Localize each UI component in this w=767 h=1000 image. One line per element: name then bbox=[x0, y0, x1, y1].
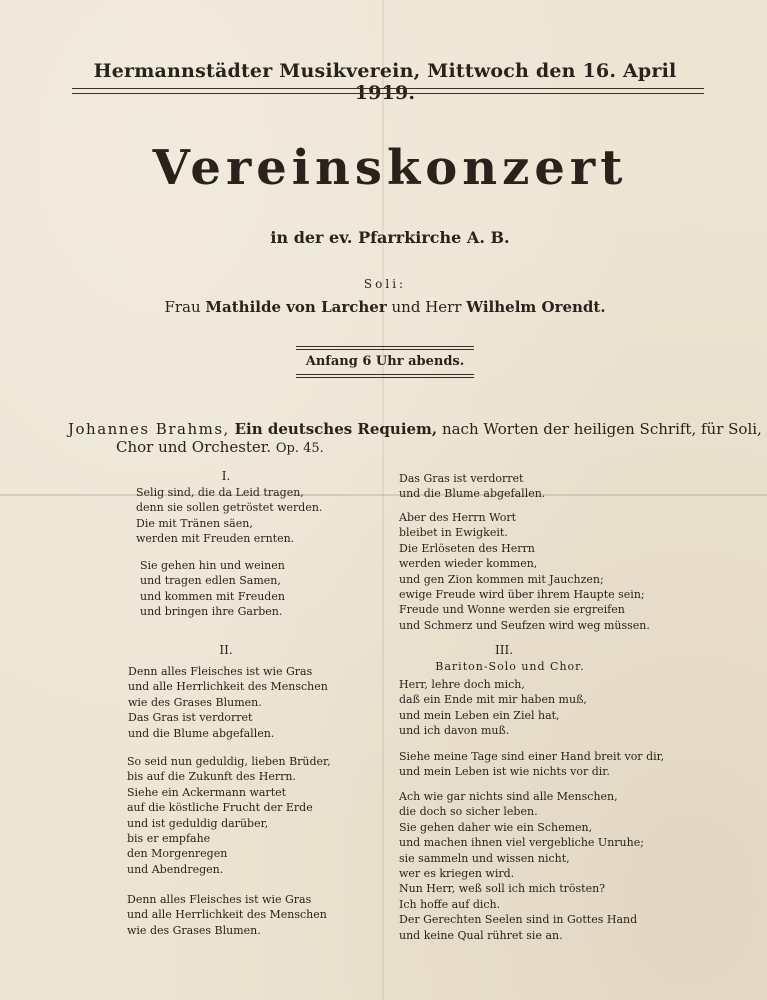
left-stanza-2 bbox=[140, 558, 285, 620]
venue-line: in der ev. Pfarrkirche A. B. bbox=[270, 228, 510, 247]
verse-line: und die Blume abgefallen. bbox=[128, 726, 275, 740]
verse-line: und alle Herrlichkeit des Menschen bbox=[127, 908, 327, 922]
start-time: Anfang 6 Uhr abends. bbox=[305, 354, 465, 369]
start-rule-bottom-2 bbox=[296, 377, 474, 378]
right-stanza-3 bbox=[399, 677, 587, 739]
verse-line: Der Gerechten Seelen sind in Gottes Hand bbox=[399, 913, 638, 927]
verse-line: Sie gehen hin und weinen bbox=[140, 559, 285, 572]
verse-line: die doch so sicher leben. bbox=[399, 805, 538, 819]
verse-line: und ist geduldig darüber, bbox=[127, 816, 269, 830]
verse-line: bis er empfahe bbox=[127, 831, 211, 845]
header-line: Hermannstädter Musikverein, Mittwoch den 16. April 1919. bbox=[93, 60, 677, 104]
composer-name: Johannes Brahms, bbox=[68, 420, 230, 438]
verse-line: bleibet in Ewigkeit. bbox=[399, 526, 508, 540]
verse-line: den Morgenregen bbox=[127, 847, 228, 861]
verse-line: werden mit Freuden ernten. bbox=[136, 532, 295, 546]
verse-line: Freude und Wonne werden sie ergreifen bbox=[399, 603, 625, 617]
right-stanza-4 bbox=[399, 749, 664, 780]
start-rule-bottom-1 bbox=[296, 374, 474, 375]
soloist-name-2: Wilhelm Orendt. bbox=[466, 298, 606, 316]
right-stanza-5 bbox=[399, 789, 644, 943]
right-stanza-2 bbox=[399, 510, 650, 633]
verse-line: Ich hoffe auf dich. bbox=[399, 897, 501, 911]
verse-line: Denn alles Fleisches ist wie Gras bbox=[128, 665, 313, 678]
soloist-name-1: Mathilde von Larcher bbox=[205, 298, 387, 316]
verse-line: So seid nun geduldig, lieben Brüder, bbox=[127, 755, 331, 768]
verse-line: und machen ihnen viel vergebliche Unruhe; bbox=[399, 836, 644, 850]
left-stanza-3 bbox=[128, 664, 328, 741]
start-rule-top-2 bbox=[296, 349, 474, 350]
verse-line: und mein Leben ist wie nichts vor dir. bbox=[399, 765, 610, 779]
work-heading-line-1 bbox=[68, 420, 762, 438]
verse-line: wer es kriegen wird. bbox=[399, 866, 515, 880]
verse-line: und die Blume abgefallen. bbox=[399, 487, 546, 501]
verse-line: Nun Herr, weß soll ich mich trösten? bbox=[399, 882, 606, 896]
verse-line: sie sammeln und wissen nicht, bbox=[399, 851, 570, 865]
header-rule-thick bbox=[72, 88, 704, 89]
soloist-mid: und Herr bbox=[391, 298, 462, 316]
left-stanza-5 bbox=[127, 892, 327, 938]
movement-2-label: II. bbox=[219, 643, 233, 657]
verse-line: und mein Leben ein Ziel hat, bbox=[399, 708, 560, 722]
verse-line: und alle Herrlichkeit des Menschen bbox=[128, 680, 328, 694]
left-stanza-1 bbox=[136, 485, 322, 547]
left-stanza-4 bbox=[127, 754, 331, 877]
work-description-1: nach Worten der heiligen Schrift, für Soli, bbox=[441, 420, 762, 438]
work-heading-line-2 bbox=[116, 438, 416, 456]
verse-line: werden wieder kommen, bbox=[399, 557, 538, 571]
verse-line: Selig sind, die da Leid tragen, bbox=[136, 486, 304, 499]
verse-line: und kommen mit Freuden bbox=[140, 589, 285, 603]
verse-line: Die mit Tränen säen, bbox=[136, 516, 253, 530]
verse-line: und bringen ihre Garben. bbox=[140, 605, 283, 619]
page-title: Vereinskonzert bbox=[152, 140, 628, 196]
soli-label: Soli: bbox=[363, 277, 407, 291]
verse-line: ewige Freude wird über ihrem Haupte sein; bbox=[399, 587, 645, 601]
header-rule-thin bbox=[72, 93, 704, 94]
verse-line: wie des Grases Blumen. bbox=[128, 695, 262, 709]
verse-line: Denn alles Fleisches ist wie Gras bbox=[127, 893, 312, 906]
verse-line: denn sie sollen getröstet werden. bbox=[136, 501, 323, 515]
soloists-line bbox=[140, 298, 630, 316]
verse-line: Die Erlöseten des Herrn bbox=[399, 541, 535, 555]
start-rule-top-1 bbox=[296, 346, 474, 347]
verse-line: und ich davon muß. bbox=[399, 724, 510, 738]
verse-line: und Schmerz und Seufzen wird weg müssen. bbox=[399, 618, 650, 632]
verse-line: und gen Zion kommen mit Jauchzen; bbox=[399, 572, 604, 586]
right-stanza-1 bbox=[399, 471, 545, 502]
verse-line: Siehe ein Ackermann wartet bbox=[127, 785, 287, 799]
verse-line: Ach wie gar nichts sind alle Menschen, bbox=[399, 790, 618, 803]
verse-line: wie des Grases Blumen. bbox=[127, 923, 261, 937]
verse-line: Das Gras ist verdorret bbox=[399, 472, 524, 485]
movement-3-label: III. bbox=[494, 643, 514, 657]
soloist-prefix-1: Frau bbox=[164, 298, 201, 316]
verse-line: Herr, lehre doch mich, bbox=[399, 678, 525, 691]
verse-line: bis auf die Zukunft des Herrn. bbox=[127, 770, 296, 784]
verse-line: auf die köstliche Frucht der Erde bbox=[127, 801, 313, 815]
movement-1-label: I. bbox=[221, 469, 231, 483]
movement-3-subtitle: Bariton-Solo und Chor. bbox=[435, 660, 585, 673]
work-title: Ein deutsches Requiem, bbox=[234, 420, 438, 438]
verse-line: Aber des Herrn Wort bbox=[399, 511, 517, 524]
verse-line: und Abendregen. bbox=[127, 862, 224, 876]
verse-line: und tragen edlen Samen, bbox=[140, 574, 281, 588]
verse-line: Das Gras ist verdorret bbox=[128, 711, 253, 725]
verse-line: Siehe meine Tage sind einer Hand breit vor dir, bbox=[399, 750, 665, 763]
verse-line: und keine Qual rühret sie an. bbox=[399, 928, 563, 942]
verse-line: Sie gehen daher wie ein Schemen, bbox=[399, 820, 593, 834]
work-description-2: Chor und Orchester. bbox=[116, 438, 272, 456]
verse-line: daß ein Ende mit mir haben muß, bbox=[399, 693, 587, 707]
opus-number: Op. 45. bbox=[275, 441, 324, 456]
